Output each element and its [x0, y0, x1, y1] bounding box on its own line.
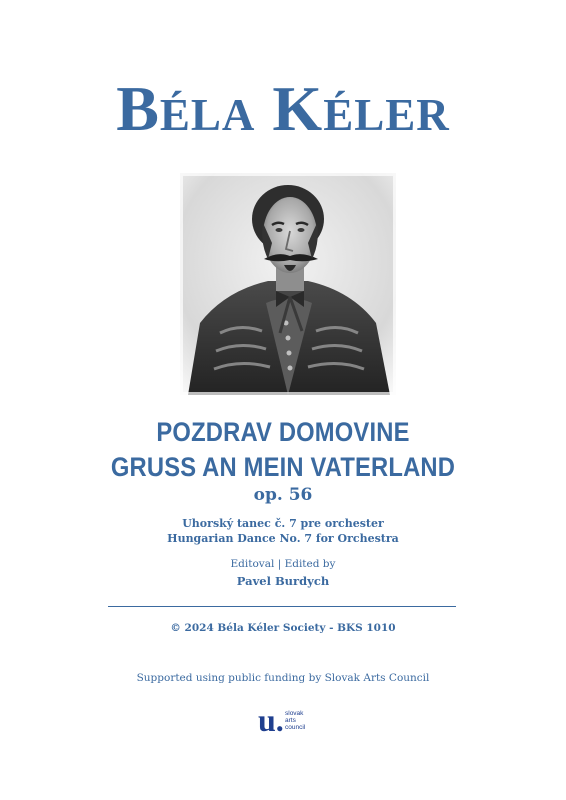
- title-german: GRUSS AN MEIN VATERLAND: [110, 452, 456, 482]
- funding-notice: Supported using public funding by Slovak Arts Council: [136, 672, 430, 684]
- logo-text-line3: council: [285, 724, 306, 731]
- divider-line: [108, 606, 456, 607]
- logo-text-line2: arts: [285, 717, 296, 724]
- logo-mark: u.: [258, 702, 284, 738]
- editor-name: Pavel Burdych: [236, 574, 330, 588]
- copyright-notice: © 2024 Béla Kéler Society - BKS 1010: [170, 622, 396, 634]
- slovak-arts-council-logo: [258, 702, 318, 742]
- logo-text-line1: slovak: [285, 710, 304, 717]
- composer-name: Béla Kéler: [116, 73, 450, 144]
- logo-text: [285, 710, 305, 731]
- title-slovak: POZDRAV DOMOVINE: [156, 417, 410, 447]
- opus-number: op. 56: [253, 485, 313, 505]
- composer-portrait-photo: [180, 173, 396, 395]
- subtitle-english: Hungarian Dance No. 7 for Orchestra: [167, 532, 399, 545]
- subtitle-slovak: Uhorský tanec č. 7 pre orchester: [182, 517, 384, 530]
- edited-by-label: Editoval | Edited by: [230, 558, 336, 570]
